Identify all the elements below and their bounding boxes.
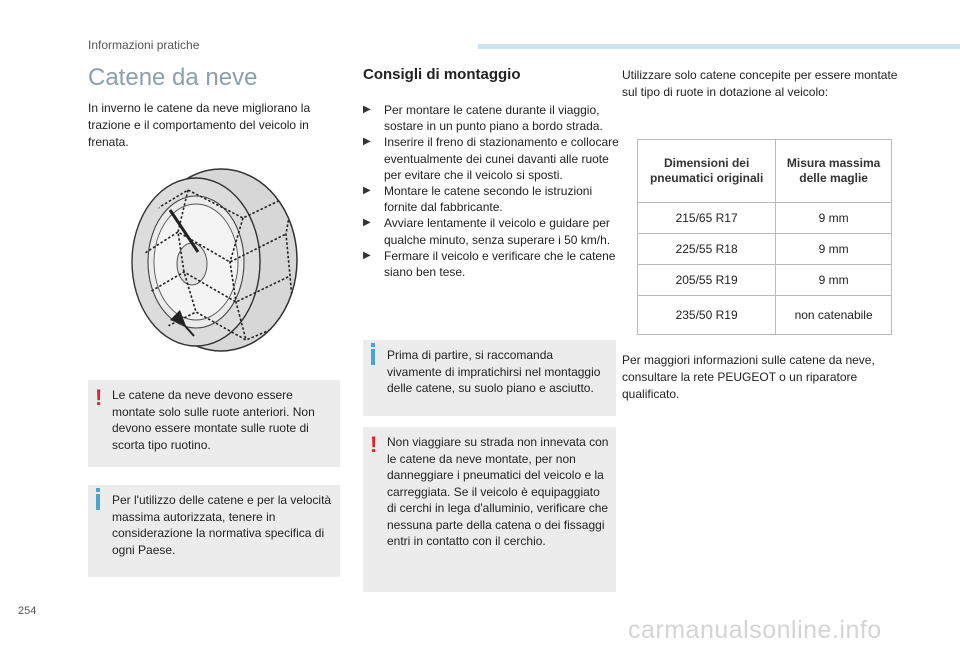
- page-number: 254: [18, 605, 37, 617]
- table-row: [638, 203, 892, 234]
- chain-size-table: [637, 139, 892, 335]
- table-cell: non catenabile: [776, 296, 892, 335]
- arrow-icon: ▶: [363, 217, 371, 229]
- list-item: [363, 248, 619, 280]
- column-header-tyre-size: Dimensioni dei pneumatici originali: [638, 140, 776, 203]
- step-text: Avviare lentamente il veicolo e guidare per qualche minuto, senza superare i 50 km/h.: [384, 216, 611, 247]
- page-title: Catene da neve: [88, 64, 258, 91]
- info-note-regulations: [88, 485, 340, 577]
- table-cell: 9 mm: [776, 265, 892, 296]
- info-note-practice: [363, 340, 616, 416]
- column-header-link-size: Misura massima delle maglie: [776, 140, 892, 203]
- warning-icon: !: [370, 432, 378, 457]
- warning-note-text: Non viaggiare su strada non innevata con le catene da neve montate, per non danneggiare i pneumatici del veicolo e la carreggiata. Se il veicolo è equipaggiato di cerchi in lega d'alluminio, verificare che nessuna parte della catena o dei fissaggi entri in contatto con il cerchio.: [387, 435, 609, 548]
- table-cell: 235/50 R19: [638, 296, 776, 335]
- step-text: Per montare le catene durante il viaggio, sostare in un punto piano a bordo strada.: [384, 103, 603, 134]
- step-text: Montare le catene secondo le istruzioni fornite dal fabbricante.: [384, 184, 593, 215]
- arrow-icon: ▶: [363, 249, 371, 261]
- table-outro: Per maggiori informazioni sulle catene da neve, consultare la rete PEUGEOT o un riparatore qualificato.: [622, 353, 875, 401]
- warning-note-road: [363, 427, 616, 592]
- mounting-steps: [363, 102, 619, 280]
- table-row: [638, 234, 892, 265]
- warning-note-text: Le catene da neve devono essere montate solo sulle ruote anteriori. Non devono essere montate sulle ruote di scorta tipo ruotino.: [112, 388, 315, 452]
- list-item: [363, 183, 619, 215]
- table-intro: Utilizzare solo catene concepite per essere montate sul tipo di ruote in dotazione al veicolo:: [622, 68, 898, 99]
- info-note-text: Prima di partire, si raccomanda vivamente di impratichirsi nel montaggio delle catene, su suolo piano e asciutto.: [387, 348, 601, 395]
- warning-note-front-wheels: [88, 380, 340, 467]
- arrow-icon: ▶: [363, 185, 371, 197]
- list-item: [363, 215, 619, 247]
- table-cell: 9 mm: [776, 234, 892, 265]
- table-cell: 215/65 R17: [638, 203, 776, 234]
- table-cell: 225/55 R18: [638, 234, 776, 265]
- info-note-text: Per l'utilizzo delle catene e per la velocità massima autorizzata, tenere in considerazione la normativa specifica di ogni Paese.: [112, 493, 332, 557]
- info-icon: [371, 349, 375, 365]
- table-cell: 9 mm: [776, 203, 892, 234]
- step-text: Fermare il veicolo e verificare che le catene siano ben tese.: [384, 248, 616, 280]
- list-item: [363, 134, 619, 183]
- table-cell: 205/55 R19: [638, 265, 776, 296]
- snow-chain-wheel-illustration: [118, 160, 308, 365]
- intro-text: In inverno le catene da neve migliorano la trazione e il comportamento del veicolo in frenata.: [88, 101, 311, 149]
- mounting-title: Consigli di montaggio: [363, 66, 521, 83]
- step-text: Inserire il freno di stazionamento e collocare eventualmente dei cunei davanti alle ruote per evitare che il veicolo si sposti.: [384, 135, 619, 182]
- arrow-icon: ▶: [363, 104, 371, 115]
- warning-icon: !: [95, 385, 103, 410]
- table-row: [638, 265, 892, 296]
- watermark: carmanualsonline.info: [628, 616, 882, 644]
- header-bar: [478, 44, 960, 49]
- arrow-icon: ▶: [363, 136, 371, 148]
- table-row: [638, 296, 892, 335]
- info-icon: [96, 494, 100, 510]
- table-header-row: [638, 140, 892, 203]
- section-header: Informazioni pratiche: [88, 38, 200, 52]
- list-item: [363, 102, 619, 134]
